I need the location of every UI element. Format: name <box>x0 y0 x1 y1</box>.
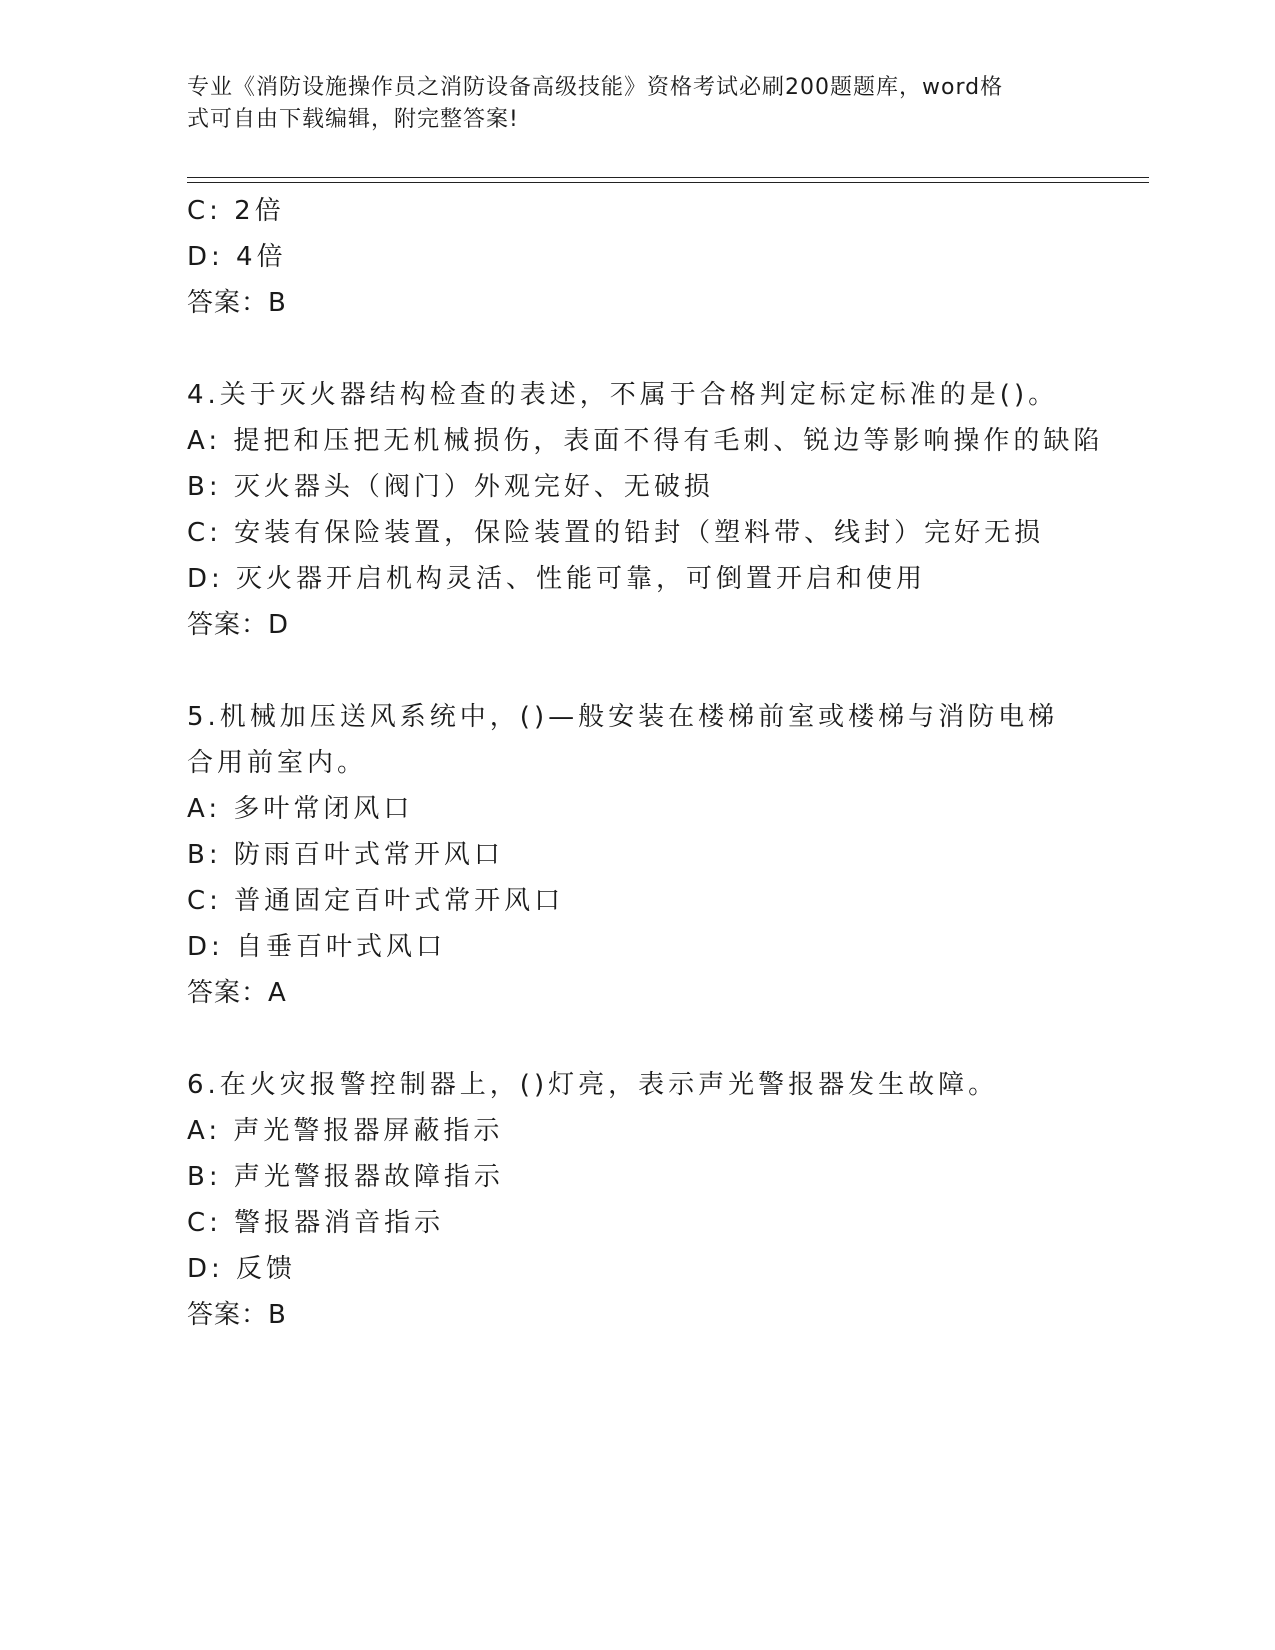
q6-option-c: C: 警报器消音指示 <box>187 1208 445 1238</box>
q5-option-d: D: 自垂百叶式风口 <box>187 932 447 962</box>
q5-option-b: B: 防雨百叶式常开风口 <box>187 840 504 870</box>
q3-option-d: D: 4倍 <box>187 242 287 272</box>
question-6 <box>187 1062 1149 1338</box>
document-header <box>187 72 1077 136</box>
question-4 <box>187 372 1149 648</box>
q5-question-line-2: 合用前室内。 <box>187 748 368 778</box>
q6-question: 6.在火灾报警控制器上，()灯亮，表示声光警报器发生故障。 <box>187 1070 999 1100</box>
spacer <box>187 1016 1149 1062</box>
q4-option-c: C: 安装有保险装置，保险装置的铅封（塑料带、线封）完好无损 <box>187 518 1045 548</box>
header-title-line-1: 专业《消防设施操作员之消防设备高级技能》资格考试必刷200题题库，word格 <box>187 75 1004 100</box>
q4-answer: 答案：D <box>187 610 290 640</box>
q4-question: 4.关于灭火器结构检查的表述，不属于合格判定标定标准的是()。 <box>187 380 1059 410</box>
q4-option-b: B: 灭火器头（阀门）外观完好、无破损 <box>187 472 714 502</box>
question-5 <box>187 694 1149 1016</box>
header-divider-bottom <box>187 182 1149 183</box>
header-divider-top <box>187 177 1149 178</box>
q5-option-a: A: 多叶常闭风口 <box>187 794 414 824</box>
q5-answer: 答案：A <box>187 978 287 1008</box>
q4-option-a: A: 提把和压把无机械损伤，表面不得有毛刺、锐边等影响操作的缺陷 <box>187 426 1104 456</box>
q4-option-d: D: 灭火器开启机构灵活、性能可靠，可倒置开启和使用 <box>187 564 927 594</box>
q6-answer: 答案：B <box>187 1300 287 1330</box>
q3-option-c: C: 2倍 <box>187 196 285 226</box>
spacer <box>187 326 1149 372</box>
question-list <box>187 188 1149 1338</box>
header-title-line-2: 式可自由下载编辑，附完整答案! <box>187 107 519 132</box>
q5-question-line-1: 5.机械加压送风系统中，()—般安装在楼梯前室或楼梯与消防电梯 <box>187 702 1059 732</box>
q6-option-a: A: 声光警报器屏蔽指示 <box>187 1116 504 1146</box>
question-3-tail <box>187 188 1149 326</box>
q6-option-d: D: 反馈 <box>187 1254 297 1284</box>
q5-option-c: C: 普通固定百叶式常开风口 <box>187 886 565 916</box>
q6-option-b: B: 声光警报器故障指示 <box>187 1162 504 1192</box>
spacer <box>187 648 1149 694</box>
q3-answer: 答案：B <box>187 288 287 318</box>
